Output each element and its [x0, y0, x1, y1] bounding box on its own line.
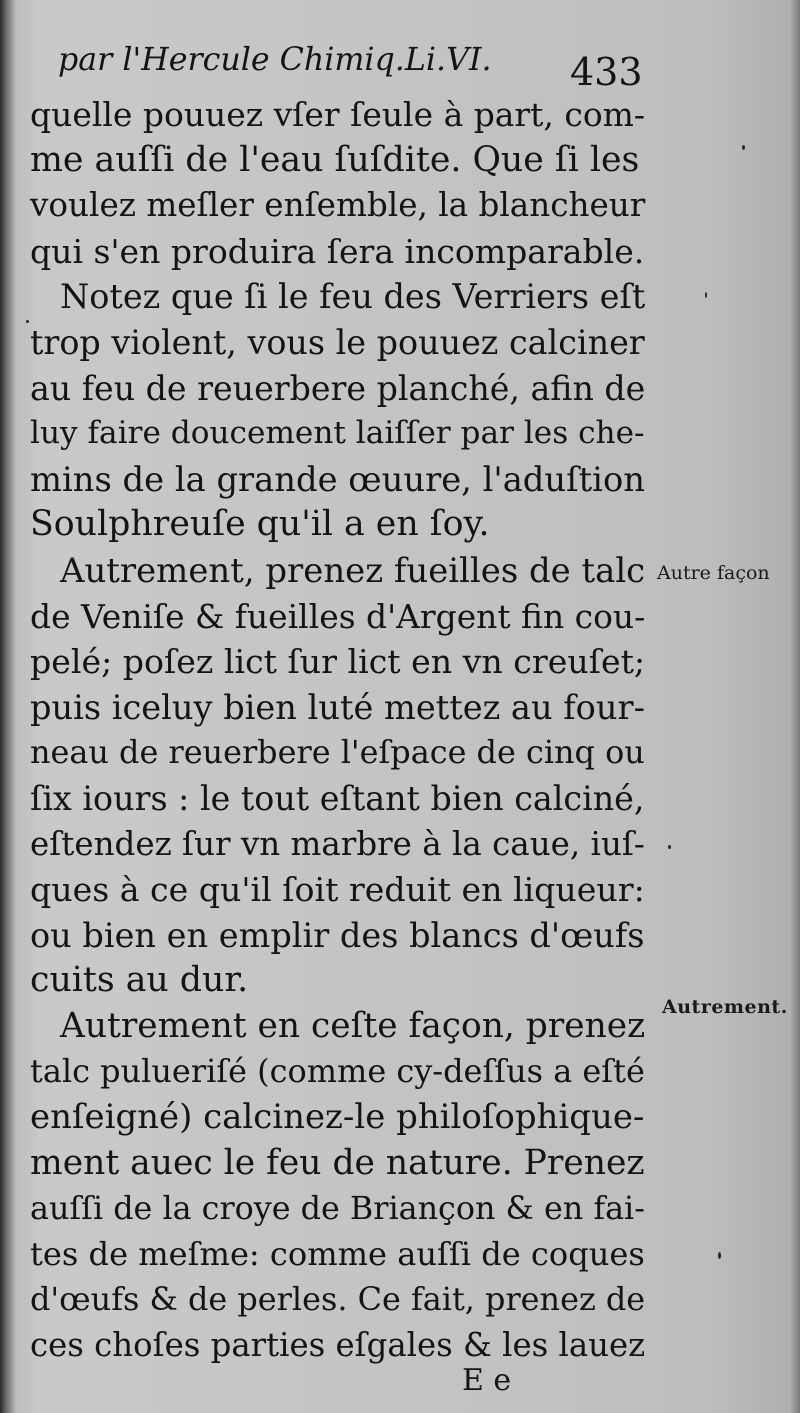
page-number: 433 [570, 50, 643, 94]
main-text [30, 92, 650, 1369]
text-line: enſeigné) calcinez-le philoſophique- [30, 1097, 645, 1138]
signature-mark: E e [462, 1363, 512, 1398]
text-line: eſtendez ſur vn marbre à la caue, iuſ- [30, 824, 645, 863]
text-line: talc pulueriſé (comme cy-deſſus a eſté [30, 1052, 645, 1091]
text-line: auſſi de la croye de Briançon & en fai- [30, 1190, 645, 1228]
text-line: me auſſi de l'eau ſuſdite. Que ſi les [30, 139, 640, 180]
text-line: pelé; poſez lict ſur lict en vn creuſet; [30, 642, 646, 682]
text-line: neau de reuerbere l'eſpace de cinq ou [30, 733, 645, 772]
paper-speck [742, 145, 745, 150]
text-line: trop violent, vous le pouuez calciner [30, 322, 645, 362]
paragraph-start-line: Notez que ſi le feu des Verriers eſt [60, 277, 646, 317]
text-line: mins de la grande œuure, l'aduſtion [30, 459, 645, 499]
text-line: ſix iours : le tout eſtant bien calciné, [30, 778, 645, 818]
marginal-note: Autrement. [662, 996, 788, 1018]
paper-speck [718, 1252, 721, 1259]
text-line: tes de meſme: comme auſſi de coques [30, 1234, 645, 1273]
text-line: ment auec le feu de nature. Prenez [30, 1142, 645, 1183]
text-line: quelle pouuez vſer ſeule à part, com- [30, 95, 646, 134]
text-line: de Veniſe & fueilles d'Argent fin cou- [30, 596, 646, 636]
text-line: luy faire doucement laiſſer par les che- [30, 415, 645, 452]
text-line: ques à ce qu'il ſoit reduit en liqueur: [30, 870, 645, 910]
text-line: ces choſes parties eſgales & les lauez [30, 1326, 646, 1365]
marginal-note: Autre façon [657, 562, 770, 584]
running-title: par l'Hercule Chimiq.Li.VI. [58, 42, 492, 78]
paragraph-start-line: Autrement, prenez fueilles de talc [60, 550, 646, 590]
text-line: voulez meſler enſemble, la blancheur [30, 186, 646, 225]
text-line: au feu de reuerbere planché, afin de [30, 368, 646, 408]
paper-speck [705, 292, 707, 298]
text-line: ou bien en emplir des blancs d'œufs [30, 915, 645, 955]
paper-speck [668, 845, 671, 849]
text-line: qui s'en produira ſera incomparable. [30, 231, 645, 271]
paragraph-start-line: Autrement en ceſte façon, prenez [60, 1005, 646, 1046]
text-line: d'œufs & de perles. Ce fait, prenez de [30, 1280, 646, 1319]
text-line: cuits au dur. [30, 960, 249, 1001]
text-line: puis iceluy bien luté mettez au four- [30, 687, 645, 727]
paper-speck [26, 320, 29, 323]
text-line: Soulphreuſe qu'il a en ſoy. [30, 504, 490, 545]
